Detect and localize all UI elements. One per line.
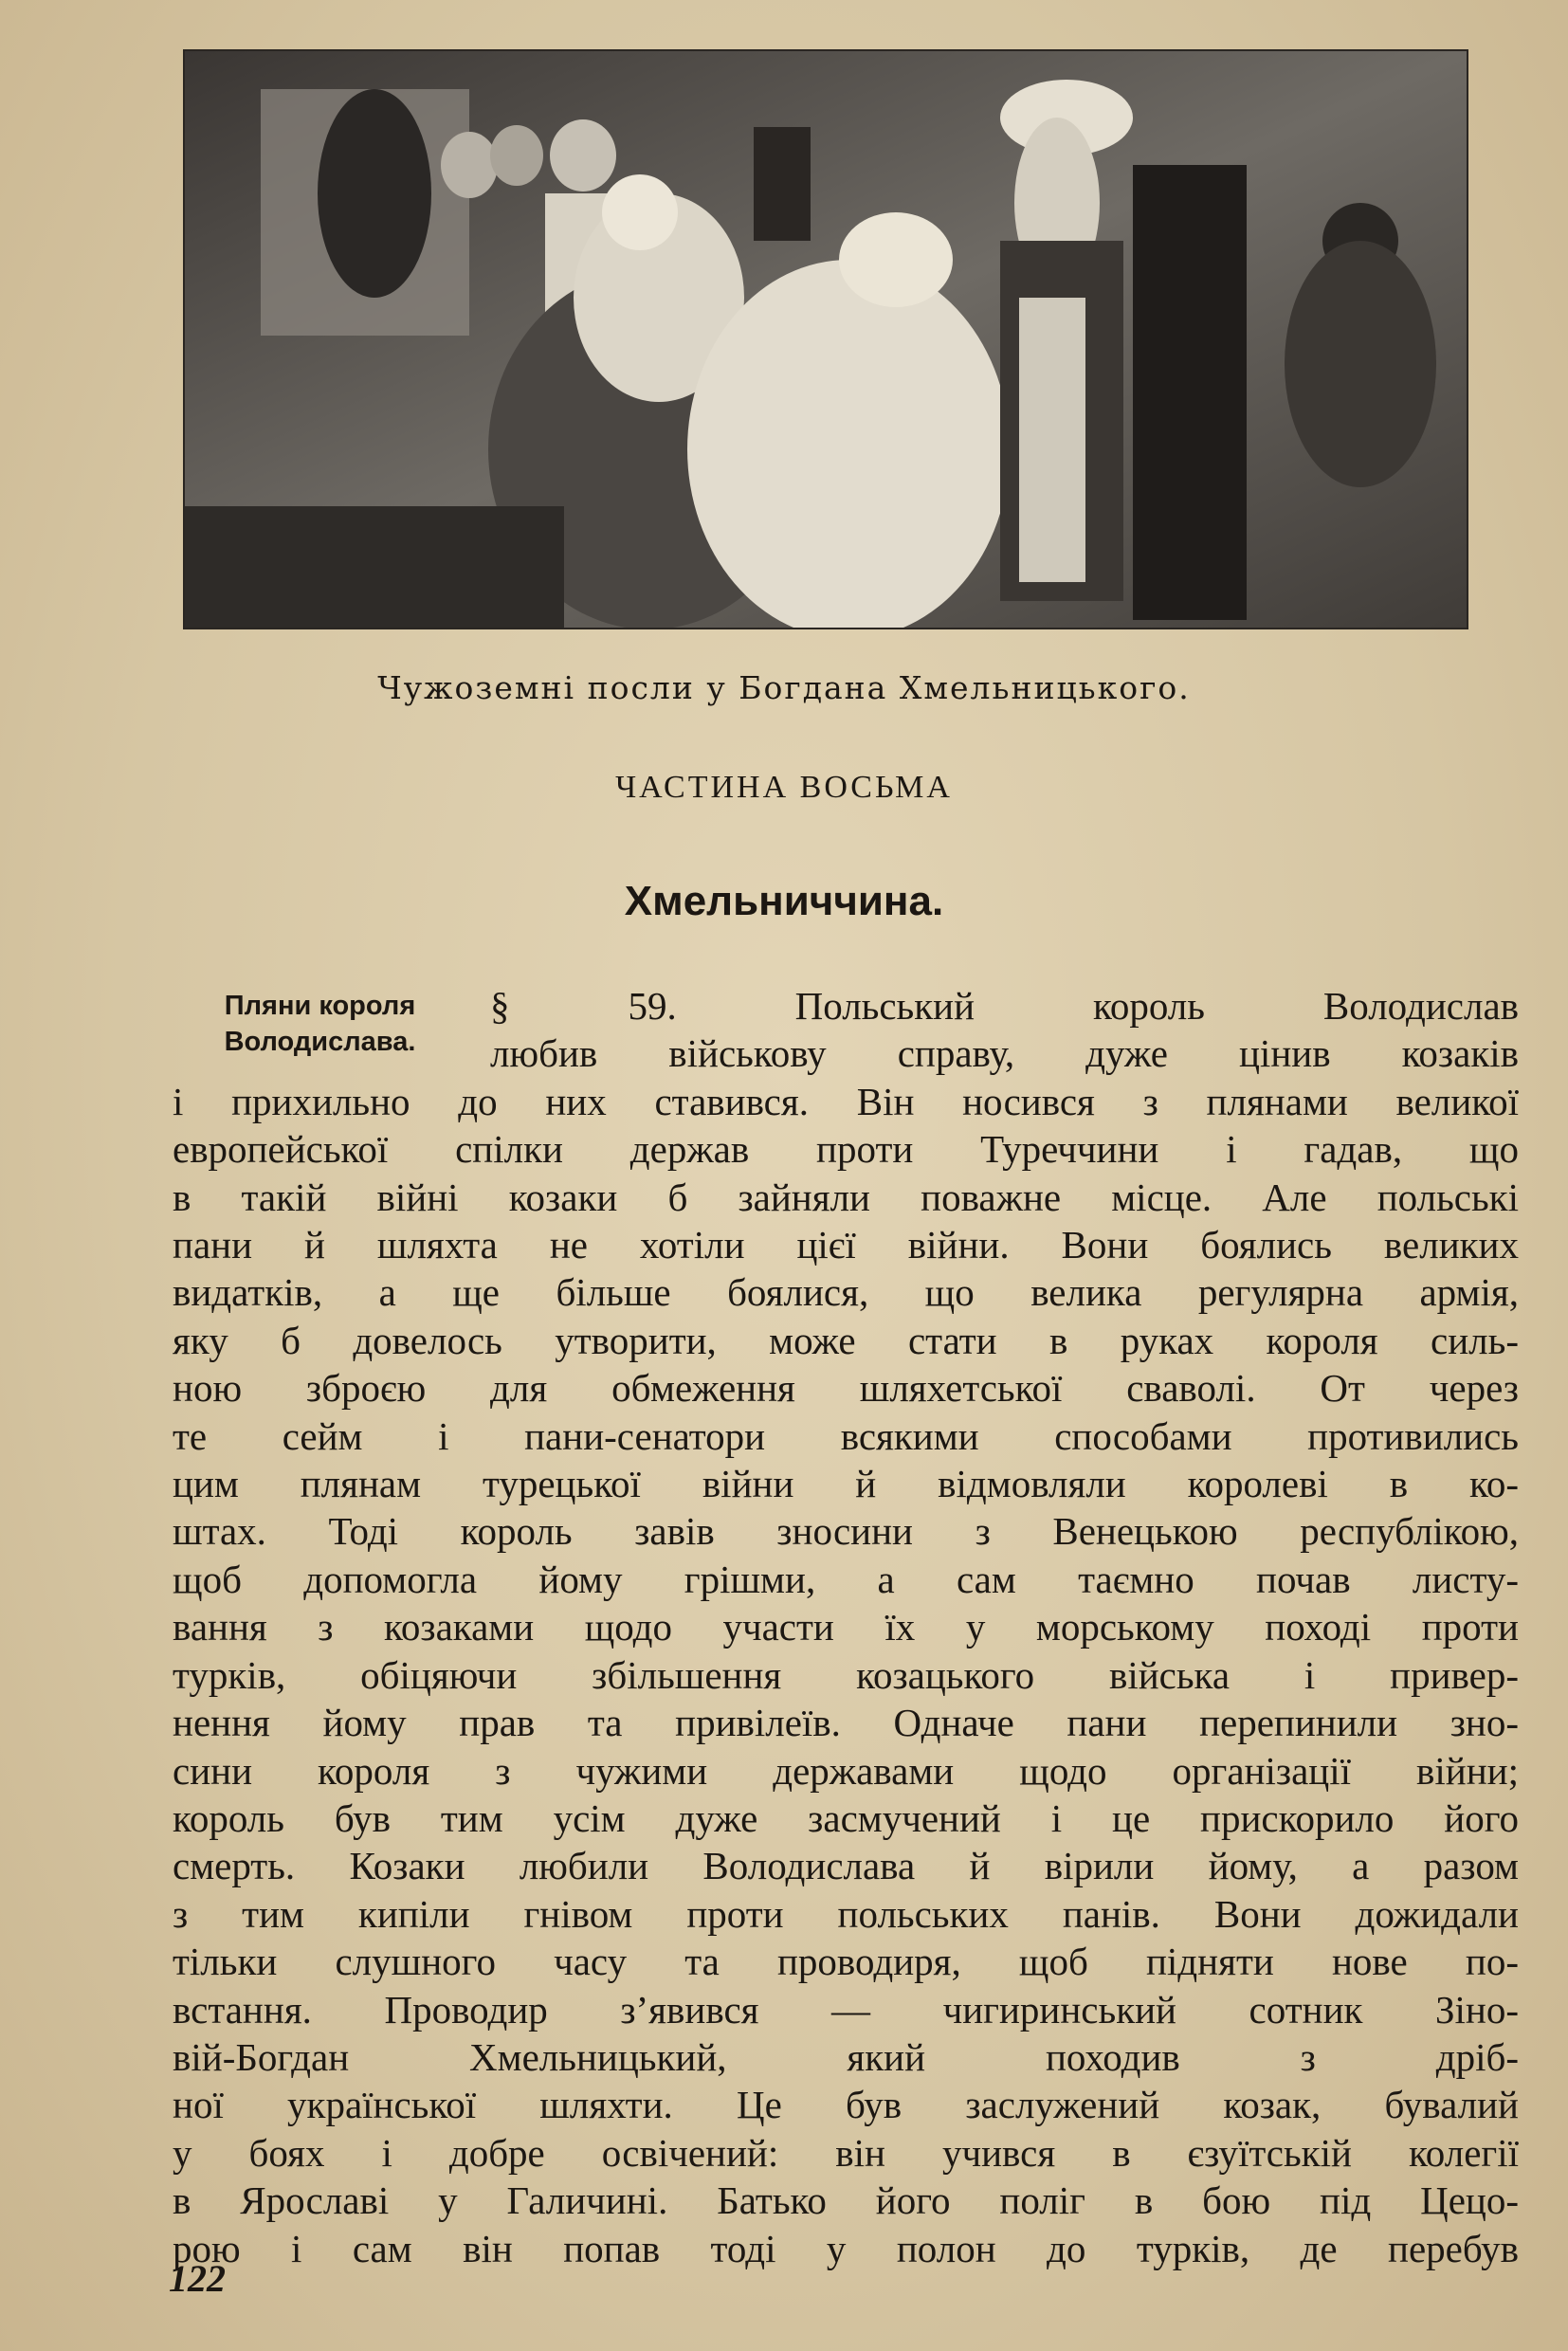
text-line: нення йому прав та привілеїв. Одначе пани перепинили зно- [173,1701,1519,1745]
text-line: тільки слушного часу та проводиря, щоб підняти нове по- [173,1940,1519,1984]
illustration-foreign-envoys [183,49,1468,629]
text-line: турків, обіцяючи збільшення козацького війська і привер- [173,1652,1519,1697]
text-line: пани й шляхта не хотіли цієї війни. Вони боялись великих [173,1223,1519,1267]
page-number: 122 [169,2257,226,2300]
text-line: і прихильно до них ставився. Він носився з плянами великої [173,1079,1519,1123]
text-line: щоб допомогла йому грішми, а сам таємно почав листу- [173,1557,1519,1601]
text-line: вій-Богдан Хмельницький, який походив з дріб- [173,2034,1519,2079]
text-line: те сейм і пани-сенатори всякими способами противились [173,1413,1519,1458]
text-line: сини короля з чужими державами щодо організації війни; [173,1748,1519,1793]
text-line: в такій війні козаки б зайняли поважне місце. Але польські [173,1175,1519,1219]
illustration-caption: Чужоземні посли у Богдана Хмельницького. [377,669,1191,706]
text-line: цим плянам турецької війни й відмовляли королеві в ко- [173,1462,1519,1506]
text-line: рою і сам він попав тоді у полон до турків, де перебув [173,2226,1519,2270]
text-line: король був тим усім дуже засмучений і це прискорило його [173,1795,1519,1840]
chapter-title: Хмельниччина. [624,878,944,924]
text-line: у боях і добре освічений: він учився в єзуїтській колегії [173,2130,1519,2175]
text-line: штах. Тоді король завів зносини з Венецькою республікою, [173,1509,1519,1554]
marginal-heading-line: Пляни короля [224,991,416,1021]
text-line: видатків, а ще більше боялися, що велика регулярна армія, [173,1270,1519,1315]
text-line: смерть. Козаки любили Володислава й вірили йому, а разом [173,1844,1519,1888]
text-line: ною зброєю для обмеження шляхетської сваволі. От через [173,1366,1519,1411]
text-line: яку б довелось утворити, може стати в руках короля силь- [173,1318,1519,1362]
text-line: встання. Проводир з’явився — чигиринський сотник Зіно- [173,1987,1519,2032]
text-line: вання з козаками щодо участи їх у морському поході проти [173,1605,1519,1649]
text-line: европейської спілки держав проти Туреччини і гадав, що [173,1127,1519,1172]
text-line: ної української шляхти. Це був заслужений козак, бувалий [173,2083,1519,2127]
marginal-heading-line: Володислава. [224,1027,416,1057]
part-heading: ЧАСТИНА ВОСЬМА [615,770,953,805]
text-line: § 59. Польський король Володислав [490,984,1519,1028]
text-line: з тим кипіли гнівом проти польських панів. Вони дожидали [173,1891,1519,1936]
body-paragraph [173,982,1519,2272]
engraving-image [185,51,1467,628]
text-line: в Ярославі у Галичині. Батько його поліг в бою під Цецо- [173,2178,1519,2223]
text-line: любив військову справу, дуже цінив козаків [490,1031,1519,1076]
